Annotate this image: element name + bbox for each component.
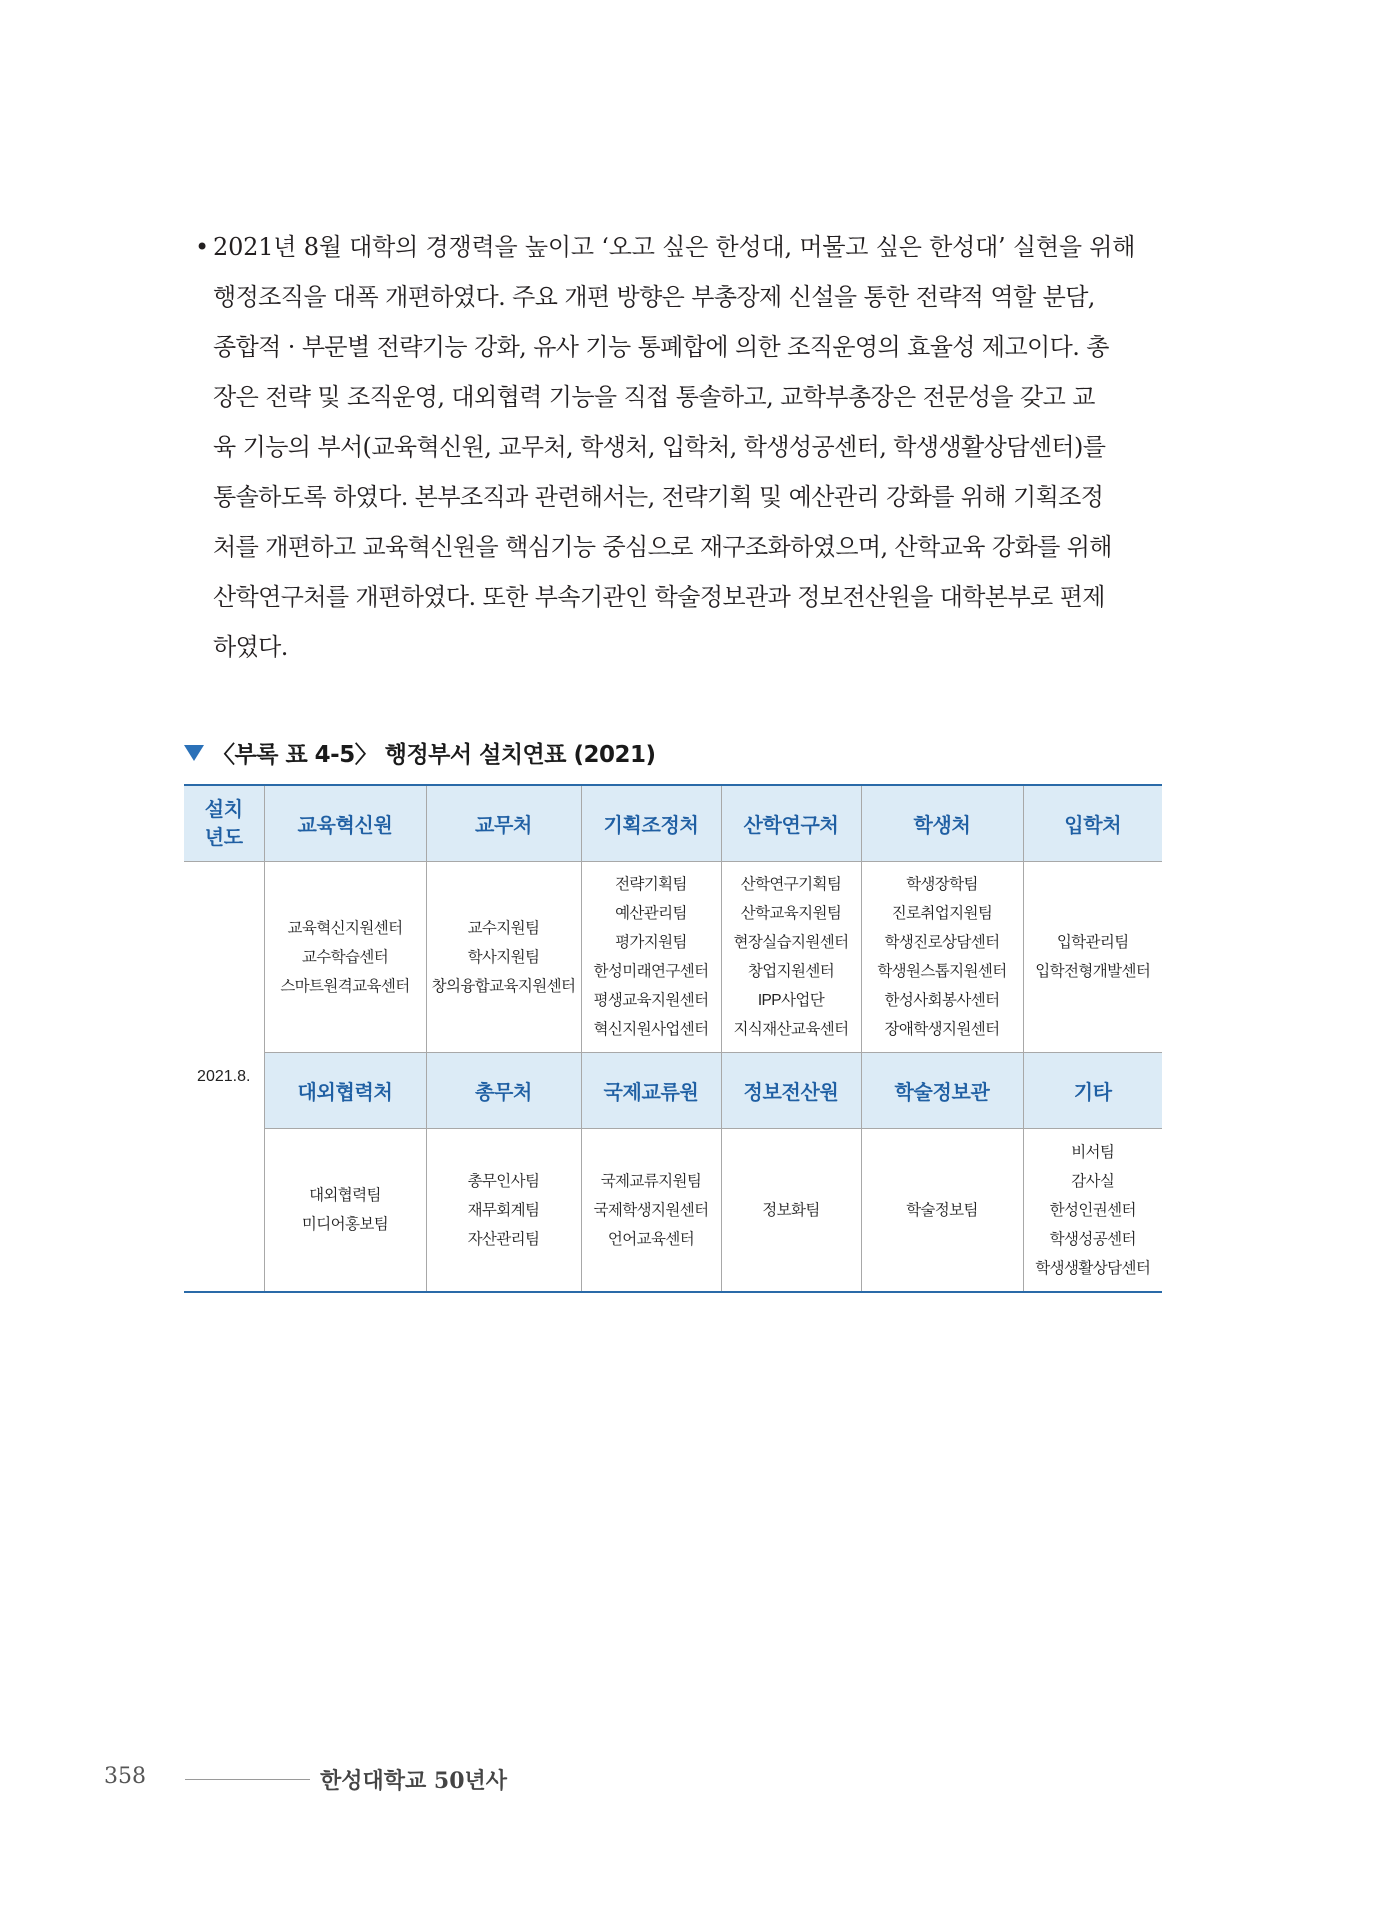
table-caption	[184, 736, 656, 769]
bullet-icon: •	[195, 233, 210, 261]
team-list	[264, 1129, 426, 1293]
team-list	[1023, 862, 1162, 1053]
team-list	[721, 862, 861, 1053]
paragraph-line: 행정조직을 대폭 개편하였다. 주요 개편 방향은 부총장제 신설을 통한 전략적 역할 분담,	[213, 283, 1095, 311]
team-item: 학생원스톱지원센터	[877, 963, 1007, 980]
table-row	[184, 862, 1162, 1053]
team-item: 한성사회봉사센터	[884, 992, 1000, 1009]
dept-header: 학생처	[861, 785, 1023, 862]
team-list	[426, 862, 581, 1053]
dept-header: 대외협력처	[264, 1053, 426, 1129]
team-item: 교수지원팀	[467, 919, 540, 937]
paragraph-line: 장은 전략 및 조직운영, 대외협력 기능을 직접 통솔하고, 교학부총장은 전문성을 갖고 교	[213, 383, 1095, 411]
team-item: 국제학생지원센터	[593, 1201, 709, 1219]
team-item: 창의융합교육지원센터	[431, 977, 576, 995]
team-item: 교수학습센터	[301, 948, 389, 966]
team-item: 현장실습지원센터	[733, 934, 849, 951]
team-item: 입학관리팀	[1056, 934, 1129, 951]
team-item: 입학전형개발센터	[1035, 963, 1151, 980]
team-item: 자산관리팀	[467, 1230, 540, 1248]
team-list	[581, 862, 721, 1053]
paragraph-line: 처를 개편하고 교육혁신원을 핵심기능 중심으로 재구조화하였으며, 산학교육 강화를 위해	[213, 533, 1112, 561]
table-header-row	[184, 1053, 1162, 1129]
team-item: 대외협력팀	[309, 1187, 381, 1204]
triangle-down-icon	[184, 745, 204, 761]
dept-header: 국제교류원	[581, 1053, 721, 1129]
paragraph-line: 하였다.	[213, 633, 288, 661]
team-item: 감사실	[1071, 1172, 1115, 1190]
team-item: 학생진로상담센터	[884, 934, 1000, 951]
team-list	[581, 1129, 721, 1293]
team-item: 언어교육센터	[607, 1230, 695, 1248]
dept-header: 정보전산원	[721, 1053, 861, 1129]
year-header-line: 년도	[204, 826, 243, 849]
team-item: 장애학생지원센터	[884, 1021, 1000, 1038]
team-item: IPP사업단	[757, 992, 825, 1009]
team-item: 예산관리팀	[615, 905, 687, 922]
team-item: 학사지원팀	[467, 948, 540, 966]
team-list	[1023, 1129, 1162, 1293]
team-item: 정보화팀	[762, 1201, 820, 1219]
book-title: 한성대학교 50년사	[320, 1768, 508, 1794]
dept-header: 교무처	[426, 785, 581, 862]
paragraph-line: 통솔하도록 하였다. 본부조직과 관련해서는, 전략기획 및 예산관리 강화를 위해 기획조정	[213, 483, 1104, 511]
team-list	[721, 1129, 861, 1293]
team-list	[861, 862, 1023, 1053]
team-item: 산학교육지원팀	[740, 905, 842, 922]
department-table	[184, 784, 1162, 1293]
team-item: 한성미래연구센터	[593, 963, 709, 980]
dept-header: 산학연구처	[721, 785, 861, 862]
team-item: 전략기획팀	[615, 876, 687, 893]
dept-header: 기타	[1023, 1053, 1162, 1129]
body-paragraph	[195, 222, 1158, 672]
team-item: 총무인사팀	[467, 1172, 540, 1190]
team-item: 미디어홍보팀	[301, 1216, 389, 1233]
table-header-row	[184, 785, 1162, 862]
year-header	[184, 785, 264, 862]
team-list	[426, 1129, 581, 1293]
table-caption-text: 〈부록 표 4-5〉 행정부서 설치연표 (2021)	[212, 742, 656, 768]
team-item: 지식재산교육센터	[733, 1021, 849, 1038]
team-item: 학생장학팀	[906, 876, 978, 893]
team-item: 학생성공센터	[1049, 1230, 1136, 1248]
year-cell: 2021.8.	[184, 862, 264, 1293]
dept-header: 기획조정처	[581, 785, 721, 862]
team-list	[264, 862, 426, 1053]
paragraph-line: 산학연구처를 개편하였다. 또한 부속기관인 학술정보관과 정보전산원을 대학본부로 편제	[213, 583, 1105, 611]
dept-header: 교육혁신원	[264, 785, 426, 862]
paragraph-line: 2021년 8월 대학의 경쟁력을 높이고 ‘오고 싶은 한성대, 머물고 싶은 한성대’ 실현을 위해	[213, 233, 1136, 261]
team-item: 비서팀	[1071, 1143, 1115, 1161]
team-item: 한성인권센터	[1049, 1201, 1136, 1219]
table-row	[184, 1129, 1162, 1293]
paragraph-line: 육 기능의 부서(교육혁신원, 교무처, 학생처, 입학처, 학생성공센터, 학생생활상담센터)를	[213, 433, 1106, 461]
team-item: 학생생활상담센터	[1035, 1259, 1151, 1277]
team-list	[861, 1129, 1023, 1293]
team-item: 산학연구기획팀	[740, 876, 842, 893]
team-item: 교육혁신지원센터	[287, 919, 403, 937]
team-item: 스마트원격교육센터	[280, 977, 410, 995]
dept-header: 입학처	[1023, 785, 1162, 862]
dept-header: 총무처	[426, 1053, 581, 1129]
team-item: 진로취업지원팀	[891, 905, 993, 922]
footer-divider	[185, 1779, 310, 1780]
paragraph-line: 종합적 · 부문별 전략기능 강화, 유사 기능 통폐합에 의한 조직운영의 효율성 제고이다. 총	[213, 333, 1109, 361]
team-item: 평가지원팀	[615, 934, 687, 951]
page-number: 358	[104, 1764, 146, 1789]
team-item: 국제교류지원팀	[600, 1172, 702, 1190]
dept-header: 학술정보관	[861, 1053, 1023, 1129]
year-header-line: 설치	[204, 798, 243, 821]
team-item: 창업지원센터	[747, 963, 835, 980]
team-item: 재무회계팀	[467, 1201, 540, 1219]
team-item: 학술정보팀	[906, 1201, 978, 1219]
team-item: 혁신지원사업센터	[593, 1021, 709, 1038]
team-item: 평생교육지원센터	[593, 992, 709, 1009]
